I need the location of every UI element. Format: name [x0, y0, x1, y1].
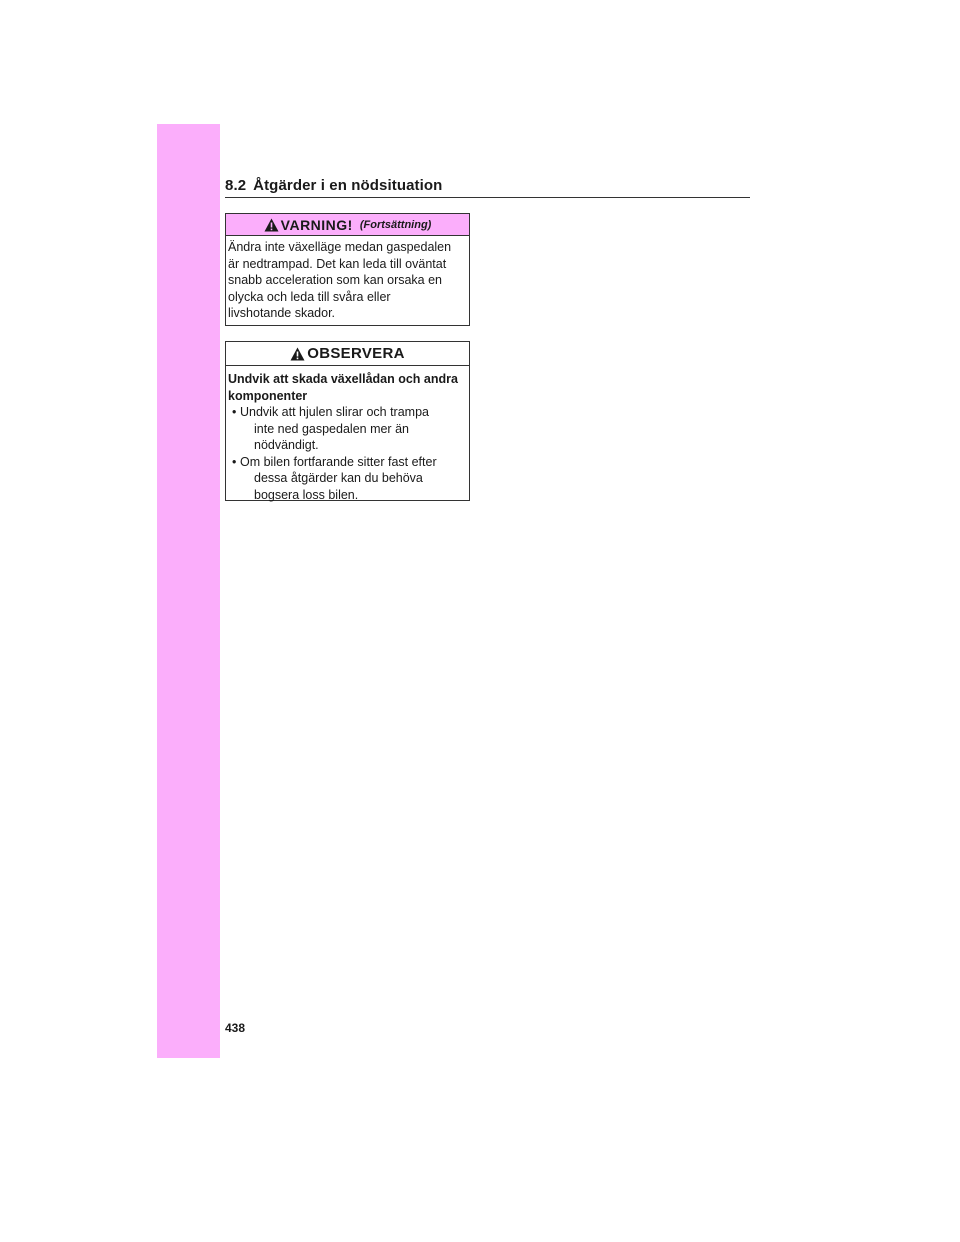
notice-header [226, 342, 469, 366]
warning-line: Ändra inte växelläge medan gaspedalen [228, 240, 452, 254]
warning-line: är nedtrampad. Det kan leda till oväntat [228, 256, 447, 271]
warning-line: snabb acceleration som kan orsaka en [228, 273, 443, 287]
section-number: 8.2 [225, 177, 247, 194]
bullet-dot: • [232, 454, 237, 469]
warning-box [225, 213, 470, 326]
list-item [228, 404, 465, 454]
bullet-dot: • [232, 405, 237, 419]
notice-text [226, 366, 469, 503]
list-item [228, 454, 465, 504]
warning-title: VARNING! [280, 216, 353, 233]
section-title: Åtgärder i en nödsituation [253, 177, 443, 194]
bullet-first-line: Om bilen fortfarande sitter fast efter [240, 454, 437, 469]
bullet-line: bogsera loss bilen. [254, 487, 359, 502]
page-number: 438 [225, 1021, 246, 1035]
warning-subtitle: (Fortsättning) [359, 218, 432, 231]
warning-text [226, 236, 469, 322]
bullet-line: inte ned gaspedalen mer än [254, 421, 409, 436]
warning-line: olycka och leda till svåra eller [228, 289, 391, 304]
warning-line: livshotande skador. [228, 306, 336, 320]
bullet-line: nödvändigt. [254, 438, 319, 452]
notice-heading-line: Undvik att skada växellådan och andra [228, 372, 458, 386]
bullet-line: dessa åtgärder kan du behöva [254, 471, 423, 485]
notice-heading [228, 371, 465, 404]
warning-triangle-icon [264, 218, 279, 232]
warning-triangle-icon [290, 347, 305, 361]
notice-bullet-list [228, 404, 465, 503]
notice-title: OBSERVERA [307, 345, 405, 362]
bullet-first-line: Undvik att hjulen slirar och trampa [240, 405, 429, 419]
sidebar-color-strip [157, 124, 220, 1058]
section-heading [225, 177, 750, 198]
notice-box [225, 341, 470, 501]
notice-heading-line: komponenter [228, 388, 308, 403]
warning-header [226, 214, 469, 236]
